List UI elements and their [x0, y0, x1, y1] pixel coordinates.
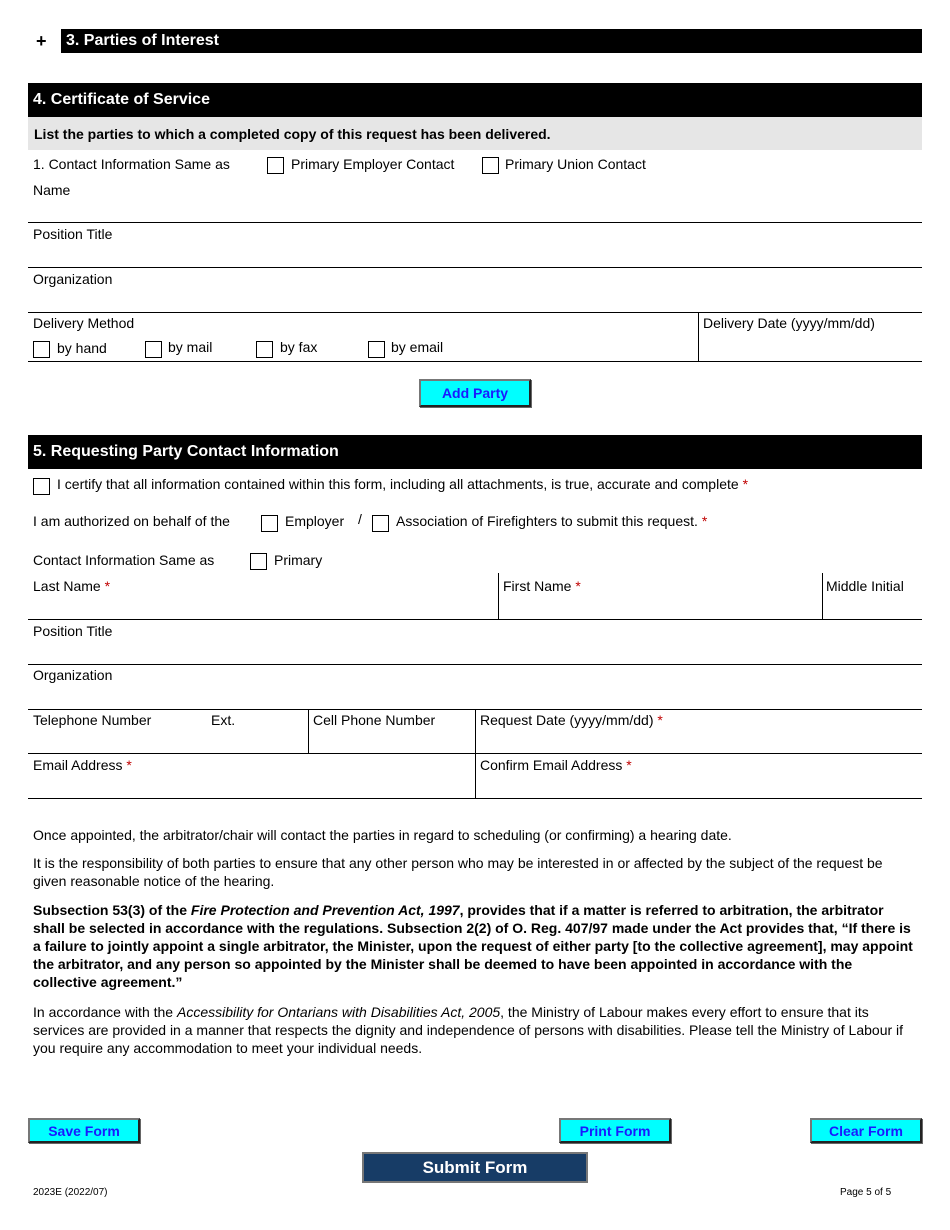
confirm-email-label: Confirm Email Address *	[480, 757, 632, 773]
cell-phone-input[interactable]	[309, 730, 475, 752]
note-subsection: Subsection 53(3) of the Fire Protection and Prevention Act, 1997, provides that if a matter is referred to arbitration, the arbitrator shall be selected in accordance with the regulations. Subsection 2(2) of O. Reg. 407/97 made under the Act provides that, “If there is a failure to jointly appoint a single arbitrator, the Minister, upon the request of either party [to the collective agreement], may appoint the arbitrator, and any person so appointed by the Minister shall be deemed to have been appointed in accordance with the collective agreement.”	[33, 902, 913, 990]
last-name-input[interactable]	[28, 596, 498, 618]
note-appointment: Once appointed, the arbitrator/chair will contact the parties in regard to scheduling (or confirming) a hearing date.	[33, 827, 732, 843]
section-3-header[interactable]: 3. Parties of Interest	[61, 29, 922, 53]
primary-label: Primary	[274, 552, 323, 568]
primary-union-label: Primary Union Contact	[505, 156, 646, 172]
position-title-input[interactable]	[28, 243, 922, 267]
note-responsibility: It is the responsibility of both parties to ensure that any other person who may be interested in or affected by the subject of the request be given reasonable notice of the hearing.	[33, 855, 883, 889]
clear-form-button[interactable]: Clear Form	[810, 1118, 922, 1143]
position-title-label-2: Position Title	[33, 623, 113, 639]
position-title-label: Position Title	[33, 226, 113, 242]
section-4-instruction: List the parties to which a completed copy of this request has been delivered.	[28, 117, 922, 150]
first-name-label: First Name *	[503, 578, 581, 594]
primary-employer-label: Primary Employer Contact	[291, 156, 455, 172]
email-input[interactable]	[28, 775, 475, 797]
ext-label: Ext.	[211, 712, 236, 728]
by-hand-label: by hand	[57, 340, 107, 356]
expand-icon[interactable]: +	[36, 31, 47, 51]
certify-checkbox[interactable]	[33, 478, 50, 495]
delivery-method-label: Delivery Method	[33, 315, 135, 331]
organization-input-2[interactable]	[28, 685, 922, 708]
slash-separator: /	[358, 511, 362, 527]
section-5-header: 5. Requesting Party Contact Information	[28, 435, 922, 469]
note-accessibility: In accordance with the Accessibility for Ontarians with Disabilities Act, 2005, the Ministry of Labour makes every effort to ensure that its services are provided in a manner that respects the dignity and independence of persons with disabilities. Please tell the Ministry of Labour if you require any accommodation to meet your individual needs.	[33, 1004, 904, 1056]
by-email-checkbox[interactable]	[368, 341, 385, 358]
email-label: Email Address *	[33, 757, 132, 773]
delivery-date-input[interactable]	[699, 333, 922, 361]
delivery-date-label: Delivery Date (yyyy/mm/dd)	[703, 315, 875, 331]
by-email-label: by email	[391, 339, 444, 355]
page-number: Page 5 of 5	[840, 1187, 892, 1198]
middle-initial-input[interactable]	[823, 596, 922, 618]
by-mail-label: by mail	[168, 339, 213, 355]
contact-same-label: 1. Contact Information Same as	[33, 156, 230, 172]
middle-initial-label: Middle Initial	[826, 578, 904, 594]
employer-checkbox[interactable]	[261, 515, 278, 532]
name-input[interactable]	[28, 198, 922, 222]
by-fax-checkbox[interactable]	[256, 341, 273, 358]
save-form-button[interactable]: Save Form	[28, 1118, 140, 1143]
section-4-header: 4. Certificate of Service	[28, 83, 922, 117]
position-title-input-2[interactable]	[28, 640, 922, 663]
organization-label-2: Organization	[33, 667, 113, 683]
authorized-label: I am authorized on behalf of the	[33, 513, 230, 529]
request-date-input[interactable]	[476, 730, 922, 752]
employer-label: Employer	[285, 513, 345, 529]
telephone-label: Telephone Number	[33, 712, 152, 728]
submit-form-button[interactable]: Submit Form	[362, 1152, 588, 1183]
primary-employer-checkbox[interactable]	[267, 157, 284, 174]
association-checkbox[interactable]	[372, 515, 389, 532]
name-label: Name	[33, 182, 71, 198]
certify-label: I certify that all information contained within this form, including all attachments, is true, accurate and complete *	[57, 476, 749, 492]
last-name-label: Last Name *	[33, 578, 111, 594]
organization-label: Organization	[33, 271, 113, 287]
association-label: Association of Firefighters to submit this request. *	[396, 513, 708, 529]
add-party-button[interactable]: Add Party	[419, 379, 531, 407]
primary-union-checkbox[interactable]	[482, 157, 499, 174]
organization-input[interactable]	[28, 288, 922, 312]
first-name-input[interactable]	[499, 596, 822, 618]
telephone-input[interactable]	[28, 730, 308, 752]
by-mail-checkbox[interactable]	[145, 341, 162, 358]
print-form-button[interactable]: Print Form	[559, 1118, 671, 1143]
cell-phone-label: Cell Phone Number	[313, 712, 436, 728]
by-hand-checkbox[interactable]	[33, 341, 50, 358]
form-number: 2023E (2022/07)	[33, 1187, 108, 1198]
confirm-email-input[interactable]	[476, 775, 922, 797]
primary-checkbox[interactable]	[250, 553, 267, 570]
by-fax-label: by fax	[280, 339, 318, 355]
request-date-label: Request Date (yyyy/mm/dd) *	[480, 712, 663, 728]
contact-same-label-2: Contact Information Same as	[33, 552, 215, 568]
